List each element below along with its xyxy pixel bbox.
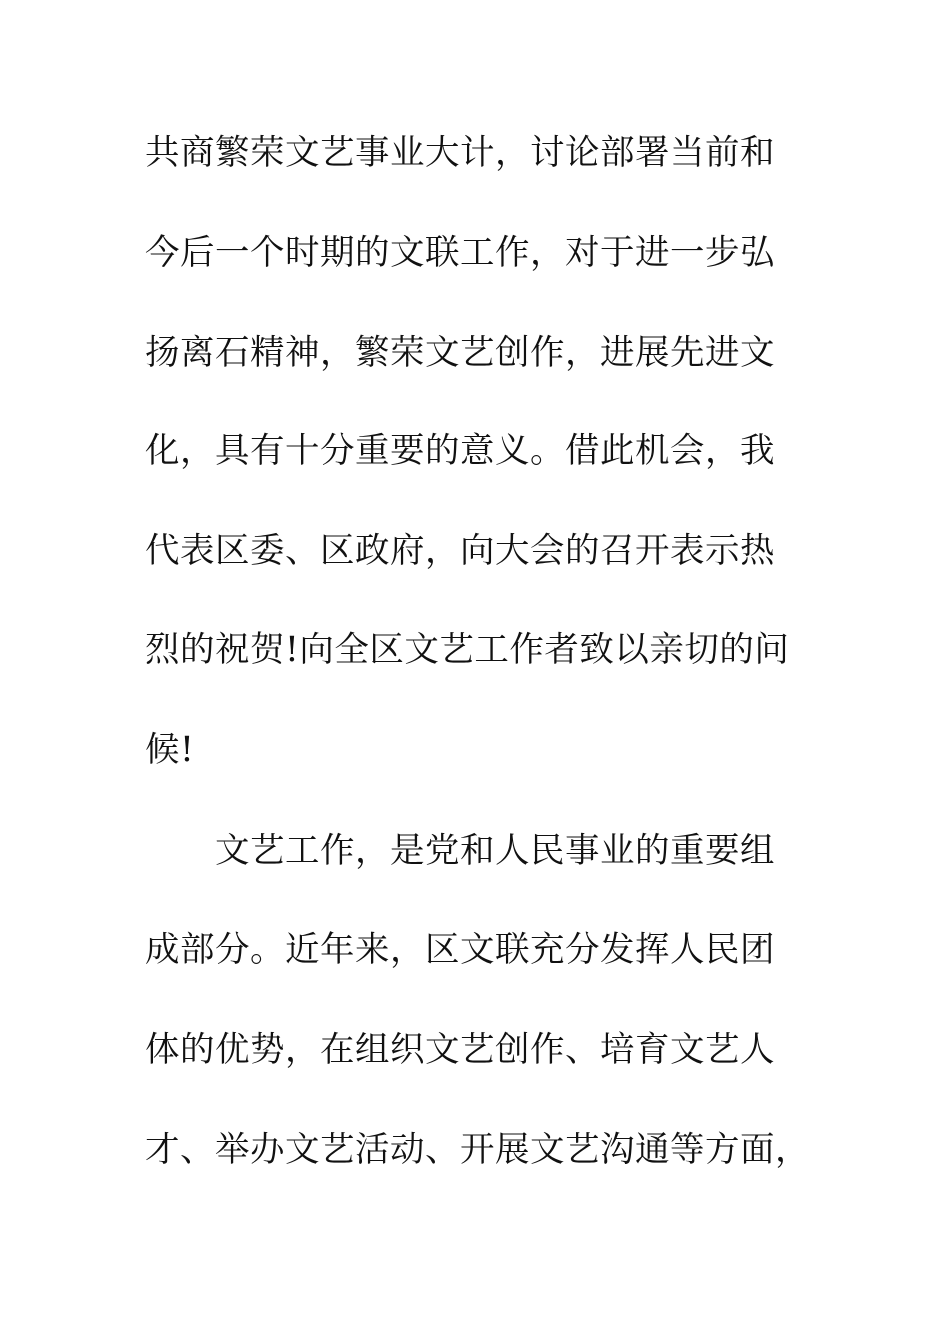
- text-line: 共商繁荣文艺事业大计，讨论部署当前和: [145, 133, 775, 173]
- text-line: 体的优势，在组织文艺创作、培育文艺人: [145, 1030, 775, 1070]
- text-line: 成部分。近年来，区文联充分发挥人民团: [145, 930, 775, 970]
- text-line: 候!: [145, 730, 195, 770]
- text-line: 代表区委、区政府，向大会的召开表示热: [145, 531, 775, 571]
- text-line: 烈的祝贺!向全区文艺工作者致以亲切的问: [145, 630, 790, 670]
- text-line: 今后一个时期的文联工作，对于进一步弘: [145, 233, 775, 273]
- text-line: 化，具有十分重要的意义。借此机会，我: [145, 431, 775, 471]
- paragraph-first-line: 文艺工作，是党和人民事业的重要组: [215, 831, 775, 871]
- text-line: 扬离石精神，繁荣文艺创作，进展先进文: [145, 333, 775, 373]
- text-line: 才、举办文艺活动、开展文艺沟通等方面，: [145, 1130, 810, 1170]
